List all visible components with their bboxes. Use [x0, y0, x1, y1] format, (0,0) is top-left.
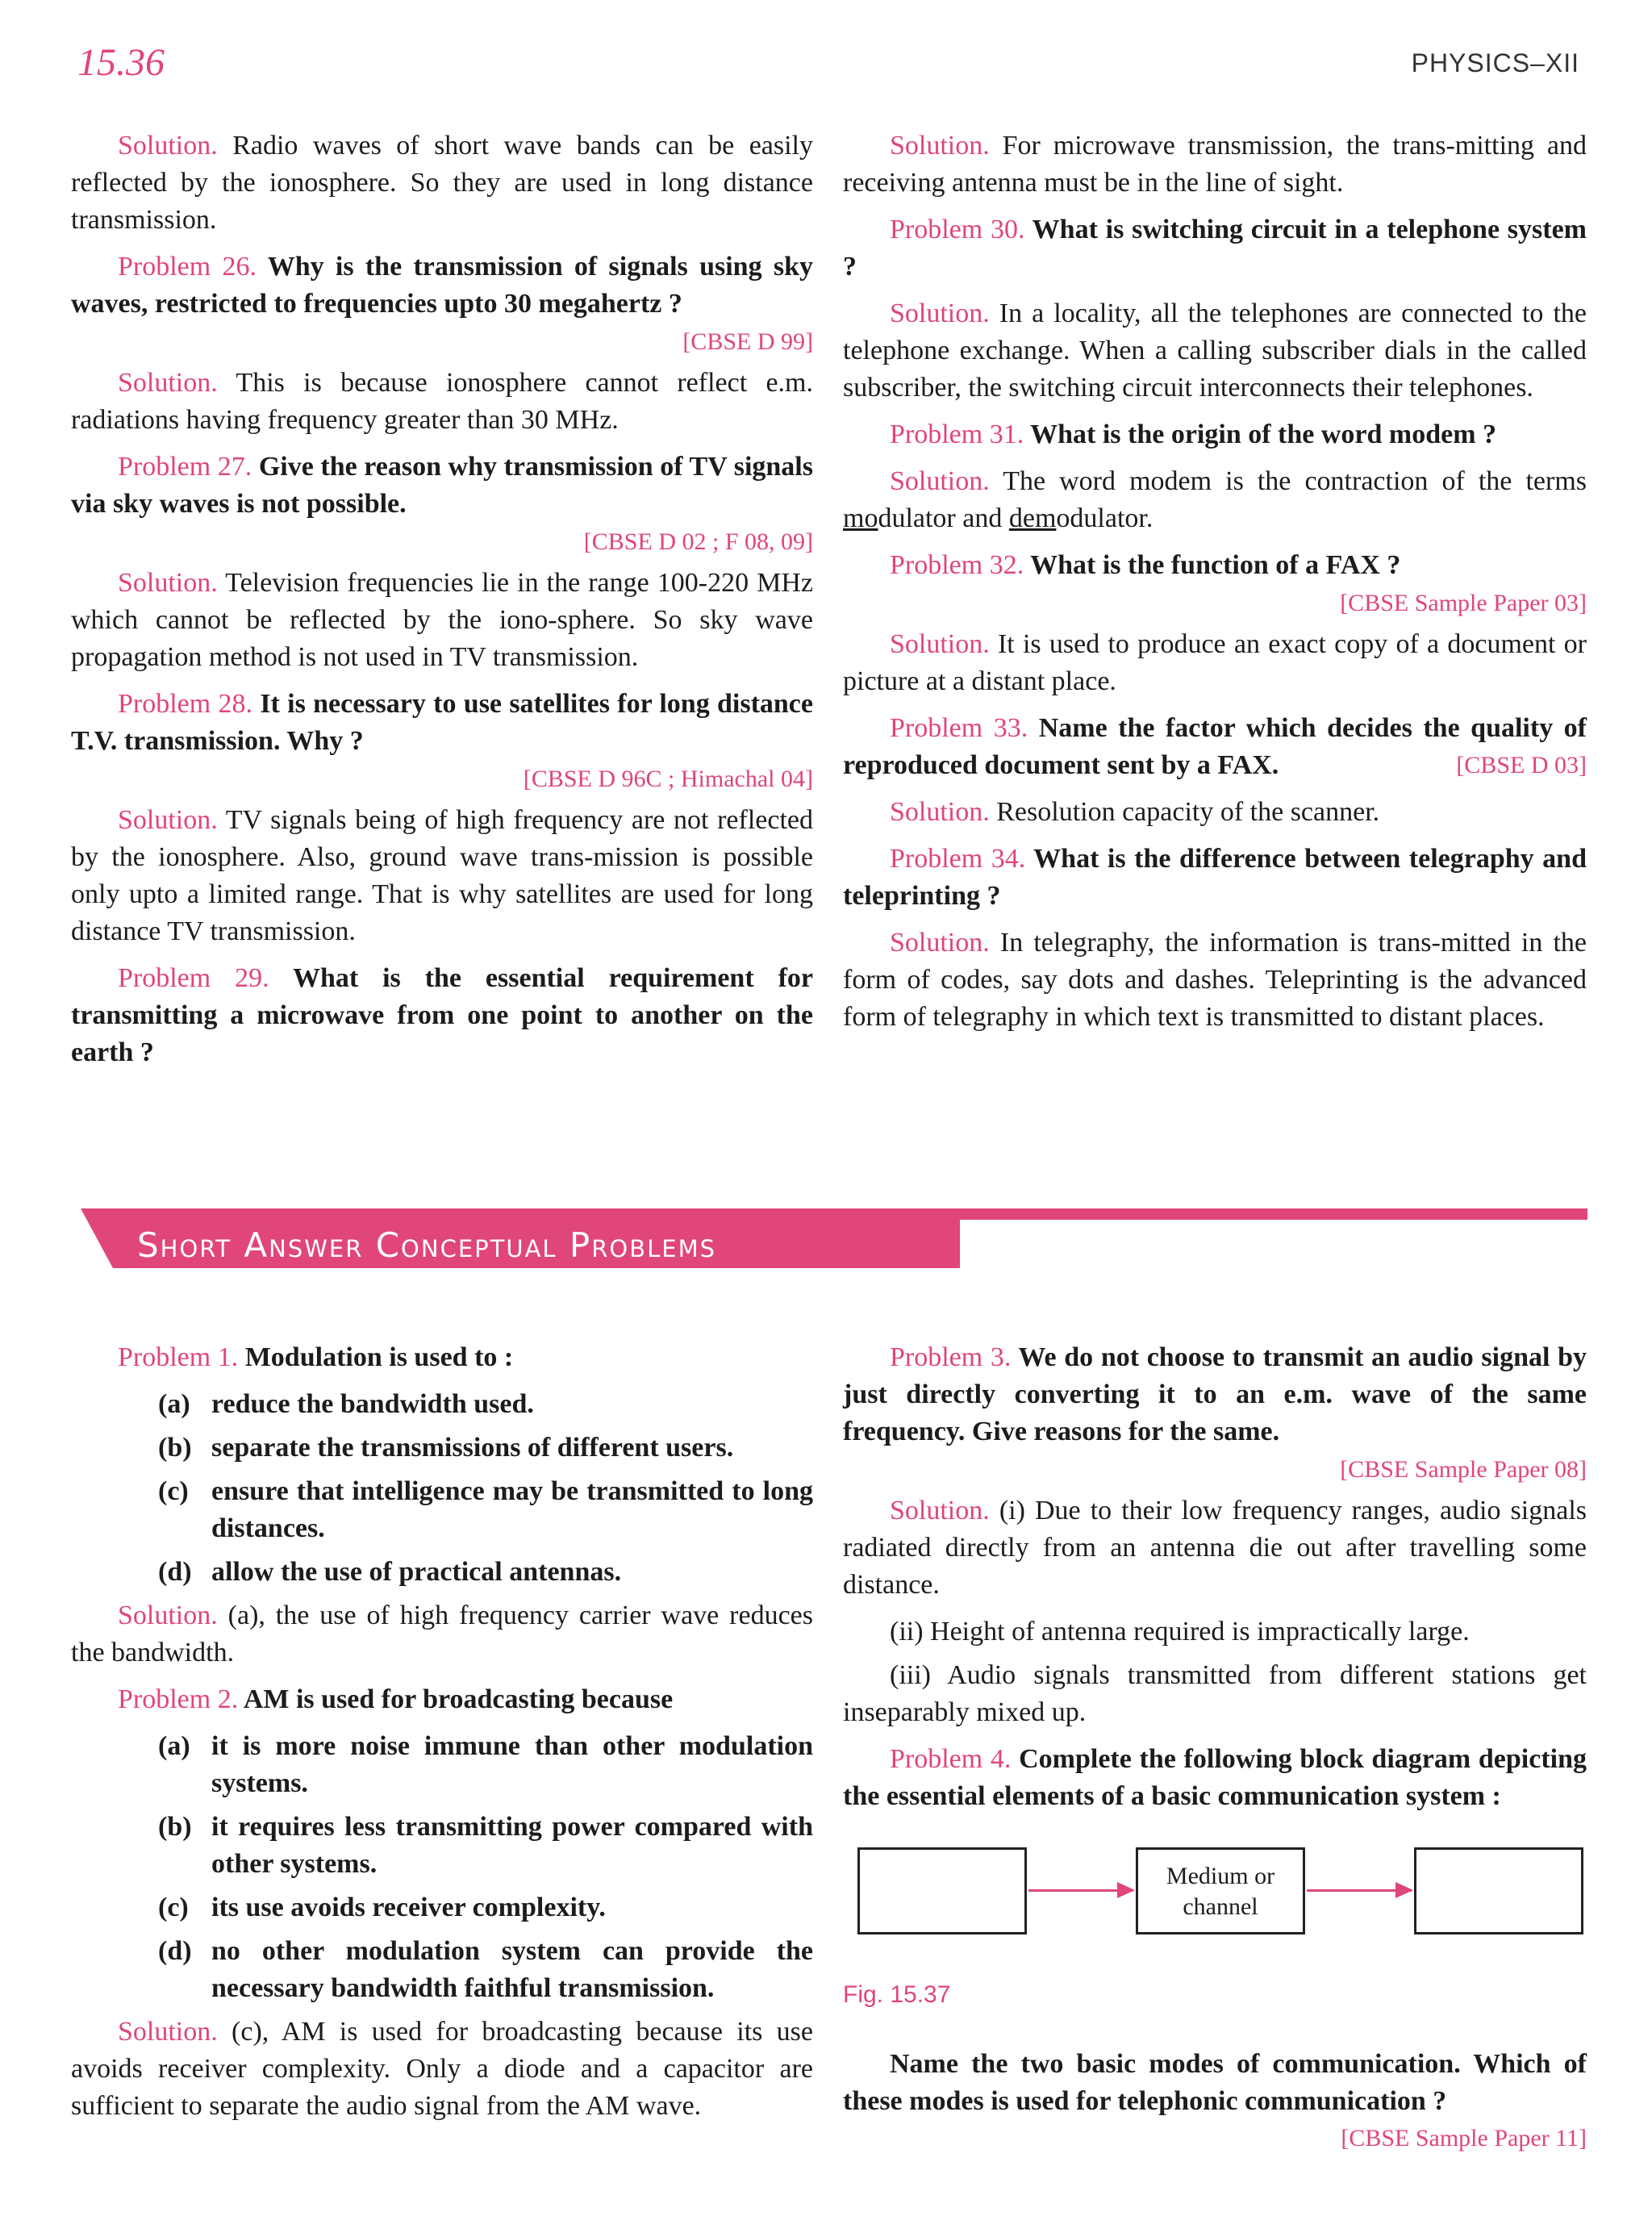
solution-text: In a locality, all the telephones are connected to the telephone exchange. When a calling subscriber dials in the called subscriber, the switching circuit interconnects their telephones.	[843, 298, 1587, 403]
problem-label: Problem 34.	[890, 844, 1026, 874]
problem-label: Problem 29.	[118, 963, 269, 993]
option-d	[71, 1554, 813, 1591]
solution-text: TV signals being of high frequency are not reflected by the ionosphere. Also, ground wave trans-mission is possible only upto a limited range. That is why satellites are used for long distance TV transmission.	[71, 805, 813, 946]
solution-27	[71, 565, 813, 676]
solution-text: This is because ionosphere cannot reflect e.m. radiations having frequency greater than 30 MHz.	[71, 368, 813, 435]
source-reference: [CBSE D 03]	[1456, 752, 1587, 778]
problem-1	[71, 1339, 813, 1376]
solution-label: Solution.	[118, 805, 218, 835]
option-letter: (b)	[158, 1812, 192, 1842]
solution-text: For microwave transmission, the trans-mitting and receiving antenna must be in the line of sight.	[843, 131, 1587, 198]
option-letter: (d)	[158, 1936, 192, 1966]
problem-30	[843, 211, 1587, 286]
source-reference: [CBSE D 96C ; Himachal 04]	[523, 766, 813, 792]
problem-question: AM is used for broadcasting because	[238, 1684, 674, 1714]
option-text: it is more noise immune than other modulation systems.	[211, 1731, 813, 1798]
problem-question: What is switching circuit in a telephone system ?	[843, 215, 1587, 282]
solution-text: It is used to produce an exact copy of a document or picture at a distant place.	[843, 629, 1587, 696]
option-letter: (c)	[158, 1893, 189, 1922]
problem-question: We do not choose to transmit an audio signal by just directly converting it to an e.m. wave of the same frequency. Give reasons for the same.	[843, 1342, 1587, 1446]
option-c	[71, 1889, 813, 1926]
problem-29	[71, 960, 813, 1071]
problem-33	[843, 710, 1587, 784]
problem-34	[843, 841, 1587, 915]
medium-block: Medium or channel	[1136, 1847, 1305, 1934]
solution-text: (c), AM is used for broadcasting because its use avoids receiver complexity. Only a diode and a capacitor are sufficient to separate the audio signal from the AM wave.	[71, 2017, 813, 2121]
solution-label: Solution.	[890, 797, 990, 827]
problem-label: Problem 30.	[890, 215, 1025, 244]
problem-label: Problem 33.	[890, 713, 1028, 743]
problem-label: Problem 28.	[118, 689, 253, 719]
problem-question: Name the factor which decides the quality of reproduced document sent by a FAX.	[843, 713, 1587, 780]
solution-label: Solution.	[890, 298, 990, 328]
solution-label: Solution.	[118, 368, 218, 398]
option-letter: (a)	[158, 1731, 190, 1761]
arrow-right-icon	[1028, 1889, 1133, 1892]
solution-label: Solution.	[890, 629, 990, 659]
option-a	[71, 1386, 813, 1423]
option-letter: (c)	[158, 1476, 189, 1506]
option-c	[71, 1473, 813, 1547]
solution-text: Radio waves of short wave bands can be easily reflected by the ionosphere. So they are used in long distance transmission.	[71, 131, 813, 235]
solution-29	[843, 127, 1587, 202]
arrow-right-icon	[1307, 1889, 1412, 1892]
solution-text: odulator.	[1056, 503, 1153, 533]
page-number: 15.36	[77, 41, 165, 84]
problem-label: Problem 2.	[118, 1684, 239, 1714]
solution-3	[843, 1492, 1587, 1604]
solution-text: Television frequencies lie in the range 100-220 MHz which cannot be reflected by the iono-sphere. So sky wave propagation method is not used in TV transmission.	[71, 568, 813, 672]
problem-question: What is the function of a FAX ?	[1024, 550, 1401, 580]
problem-28	[71, 686, 813, 760]
solution-text: dulator and	[878, 503, 1009, 533]
problem-4-part-b	[843, 2046, 1587, 2151]
problem-27	[71, 449, 813, 523]
solution-text: Resolution capacity of the scanner.	[989, 797, 1380, 827]
source-reference: [CBSE Sample Paper 11]	[1341, 2125, 1587, 2151]
right-column-top	[843, 127, 1587, 1045]
solution-31	[843, 463, 1587, 537]
option-letter: (d)	[158, 1557, 192, 1587]
solution-text: The word modem is the contraction of the terms	[989, 466, 1587, 496]
problem-question: What is the origin of the word modem ?	[1024, 419, 1497, 449]
problem-label: Problem 26.	[118, 252, 257, 282]
solution-label: Solution.	[890, 928, 990, 958]
block-diagram	[857, 1847, 1583, 1952]
solution-text: In telegraphy, the information is trans-mitted in the form of codes, say dots and dashes. Teleprinting is the advanced form of telegraphy in which text is transmitted to distant places.	[843, 928, 1587, 1032]
problem-26	[71, 248, 813, 323]
problem-question: Modulation is used to :	[238, 1342, 514, 1372]
solution-label: Solution.	[118, 2017, 218, 2047]
problem-label: Problem 27.	[118, 452, 252, 482]
option-letter: (a)	[158, 1389, 190, 1419]
problem-question: Why is the transmission of signals using sky waves, restricted to frequencies upto 30 megahertz ?	[71, 252, 813, 319]
problem-label: Problem 4.	[890, 1744, 1012, 1774]
right-column-bottom	[843, 1339, 1587, 2157]
problem-label: Problem 3.	[890, 1342, 1012, 1372]
solution-3-ii: (ii) Height of antenna required is impractically large.	[890, 1617, 1470, 1646]
running-head: PHYSICS–XII	[1411, 48, 1579, 77]
problem-3	[843, 1339, 1587, 1450]
option-a	[71, 1728, 813, 1802]
figure-caption: Fig. 15.37	[843, 1981, 951, 2008]
solution-label: Solution.	[890, 1496, 990, 1525]
source-reference: [CBSE Sample Paper 08]	[1340, 1456, 1587, 1483]
source-reference: [CBSE D 02 ; F 08, 09]	[583, 528, 813, 555]
solution-label: Solution.	[118, 568, 218, 598]
option-b	[71, 1809, 813, 1883]
solution-25	[71, 127, 813, 239]
section-rule	[81, 1208, 1587, 1220]
solution-26	[71, 365, 813, 439]
option-text: ensure that intelligence may be transmitted to long distances.	[211, 1476, 813, 1543]
problem-question: What is the essential requirement for transmitting a microwave from one point to another on the earth ?	[71, 963, 814, 1067]
problem-label: Problem 31.	[890, 419, 1024, 449]
solution-label: Solution.	[118, 1601, 218, 1630]
option-d	[71, 1933, 813, 2007]
problem-31	[843, 416, 1587, 453]
solution-28	[71, 802, 813, 950]
solution-text: (i) Due to their low frequency ranges, audio signals radiated directly from an antenna die out after travelling some distance.	[843, 1496, 1587, 1600]
underlined-dem: dem	[1008, 503, 1057, 533]
problem-label: Problem 32.	[890, 550, 1024, 580]
problem-32	[843, 547, 1587, 584]
solution-1	[71, 1597, 813, 1671]
left-column-top	[71, 127, 813, 1081]
solution-label: Solution.	[118, 131, 218, 161]
problem-question: Give the reason why transmission of TV signals via sky waves is not possible.	[71, 452, 813, 519]
source-reference: [CBSE D 99]	[682, 328, 813, 355]
option-b	[71, 1429, 813, 1467]
option-text: it requires less transmitting power compared with other systems.	[211, 1812, 813, 1879]
solution-text: (a), the use of high frequency carrier wave reduces the bandwidth.	[71, 1601, 813, 1667]
problem-question: Complete the following block diagram depicting the essential elements of a basic communication system :	[843, 1744, 1587, 1811]
option-text: allow the use of practical antennas.	[211, 1557, 622, 1587]
empty-block-transmitter	[857, 1847, 1027, 1934]
underlined-mo: mo	[843, 503, 878, 533]
option-text: separate the transmissions of different users.	[211, 1433, 734, 1463]
option-text: no other modulation system can provide the necessary bandwidth faithful transmission.	[211, 1936, 813, 2003]
solution-3-iii: (iii) Audio signals transmitted from different stations get inseparably mixed up.	[843, 1660, 1587, 1727]
problem-question: It is necessary to use satellites for long distance T.V. transmission. Why ?	[71, 689, 813, 756]
problem-question: Name the two basic modes of communication. Which of these modes is used for telephonic communication ?	[843, 2049, 1587, 2116]
solution-32	[843, 626, 1587, 700]
source-reference: [CBSE Sample Paper 03]	[1340, 590, 1587, 616]
section-title: Short Answer Conceptual Problems	[137, 1225, 717, 1265]
left-column-bottom	[71, 1339, 813, 2135]
solution-label: Solution.	[890, 131, 990, 161]
option-text: reduce the bandwidth used.	[211, 1389, 534, 1419]
problem-label: Problem 1.	[118, 1342, 239, 1372]
solution-30	[843, 295, 1587, 407]
solution-label: Solution.	[890, 466, 990, 496]
solution-2	[71, 2014, 813, 2125]
empty-block-receiver	[1414, 1847, 1583, 1934]
problem-2	[71, 1681, 813, 1718]
problem-4	[843, 1741, 1587, 1815]
option-letter: (b)	[158, 1433, 192, 1463]
solution-34	[843, 924, 1587, 1036]
problem-question: What is the difference between telegraphy and teleprinting ?	[843, 844, 1587, 911]
option-text: its use avoids receiver complexity.	[211, 1893, 606, 1922]
solution-33	[843, 794, 1587, 831]
